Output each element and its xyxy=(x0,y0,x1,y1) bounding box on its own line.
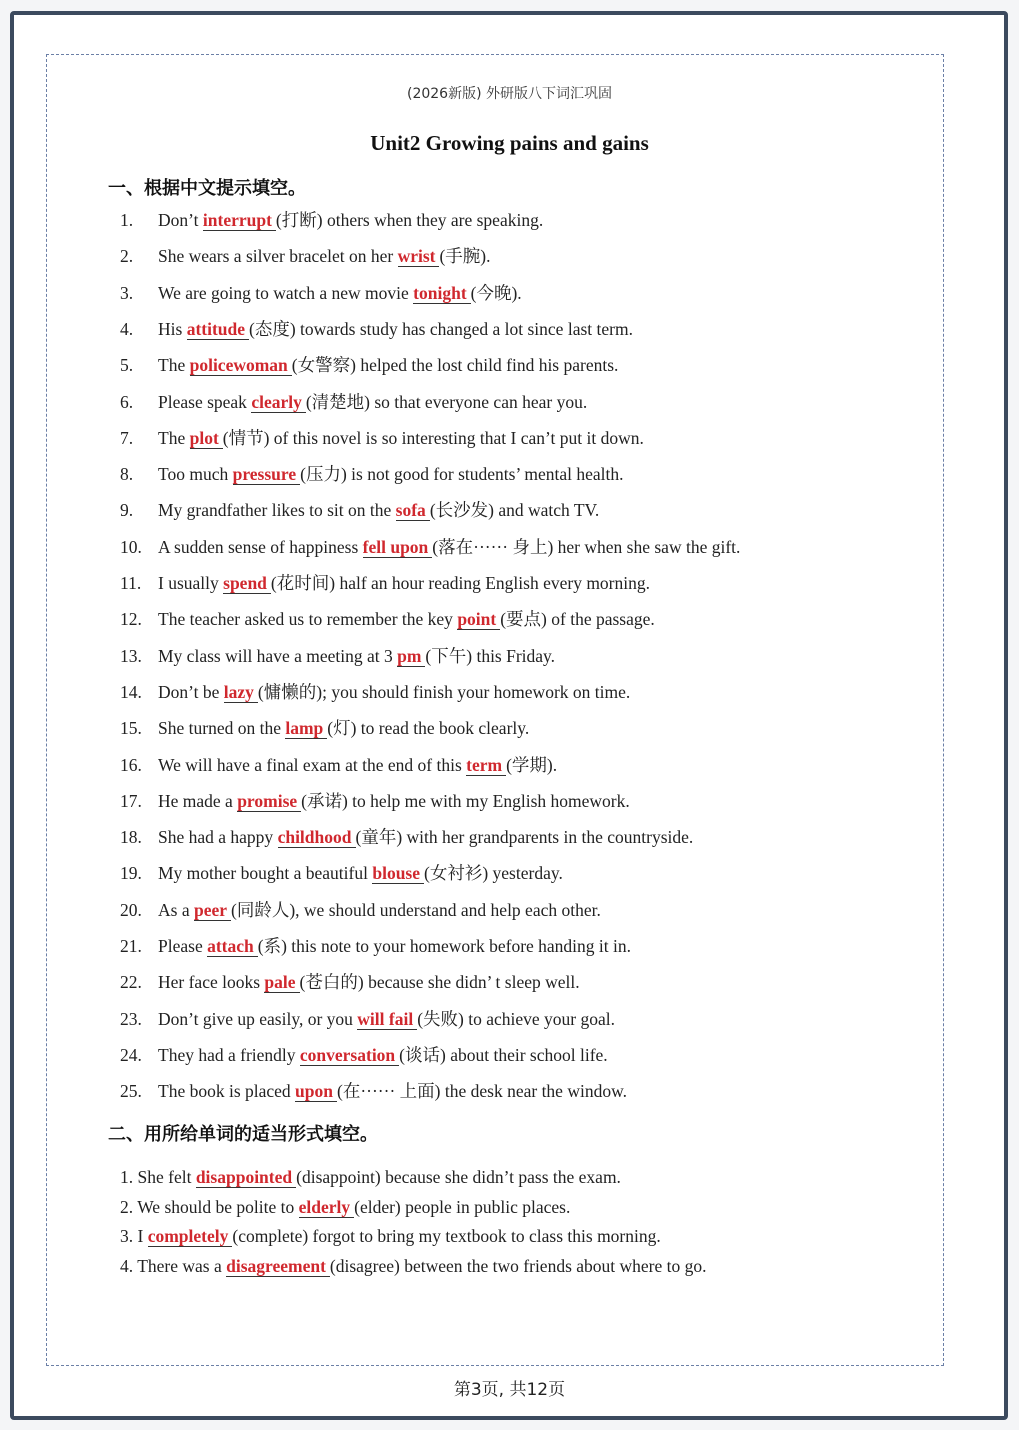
question-text-after: (慵懒的); you should finish your homework on time. xyxy=(257,681,631,702)
question-text-before: As a xyxy=(158,899,194,920)
question-row xyxy=(120,860,563,885)
question-text-before: He made a xyxy=(158,790,238,811)
question-text-before: The teacher asked us to remember the key xyxy=(158,609,458,630)
question-text-before: The xyxy=(158,427,190,448)
question-number: 8. xyxy=(120,464,134,485)
exercise-text-before: We should be polite to xyxy=(137,1196,299,1217)
question-row xyxy=(120,352,618,377)
answer-blank: will fail xyxy=(357,1009,417,1030)
question-text-before: She turned on the xyxy=(158,718,286,739)
question-number: 20. xyxy=(120,899,142,920)
question-text-after: (手腕). xyxy=(439,246,491,267)
exercise-text-before: There was a xyxy=(137,1255,227,1276)
question-row xyxy=(120,969,580,994)
answer-blank: attach xyxy=(207,936,258,957)
question-number: 14. xyxy=(120,681,142,702)
section2-heading: 二、用所给单词的适当形式填空。 xyxy=(108,1124,378,1145)
answer-blank: sofa xyxy=(396,500,430,521)
question-number: 10. xyxy=(120,536,142,557)
answer-blank: point xyxy=(457,609,500,630)
answer-blank: disagreement xyxy=(226,1256,330,1277)
question-text-before: I usually xyxy=(158,573,224,593)
question-number: 24. xyxy=(120,1044,142,1065)
question-text-before: His xyxy=(158,318,187,339)
question-row xyxy=(120,715,529,740)
question-number: 6. xyxy=(120,391,134,412)
question-text-after: (系) this note to your homework before handing it in. xyxy=(257,936,632,956)
answer-blank: conversation xyxy=(300,1045,399,1066)
question-text-after: (谈话) about their school life. xyxy=(399,1044,608,1065)
page-footer: 第3页, 共12页 xyxy=(453,1380,566,1400)
question-text-after: (打断) others when they are speaking. xyxy=(275,210,544,230)
answer-blank: term xyxy=(466,755,506,776)
exercise-text-after: (disappoint) because she didn’t pass the exam. xyxy=(296,1167,621,1187)
question-row xyxy=(120,280,522,305)
answer-blank: fell upon xyxy=(363,537,433,558)
question-row xyxy=(120,933,631,958)
question-text-after: (失败) to achieve your goal. xyxy=(417,1008,615,1029)
question-row xyxy=(120,461,624,486)
question-row xyxy=(120,570,650,595)
answer-blank: peer xyxy=(194,900,231,921)
question-text-after: (学期). xyxy=(506,754,558,775)
exercise-text-before: She felt xyxy=(137,1167,196,1187)
question-row xyxy=(120,1078,627,1103)
question-text-before: We are going to watch a new movie xyxy=(158,282,414,303)
question-text-before: The book is placed xyxy=(158,1081,296,1102)
question-row xyxy=(120,243,491,268)
question-number: 9. xyxy=(120,500,134,521)
exercise-text-before: I xyxy=(137,1226,148,1246)
question-row xyxy=(120,497,599,522)
question-number: 25. xyxy=(120,1081,142,1102)
question-row xyxy=(120,752,557,777)
question-text-after: (下午) this Friday. xyxy=(425,645,556,666)
question-text-before: She had a happy xyxy=(158,827,278,848)
section1-heading: 一、根据中文提示填空。 xyxy=(108,178,306,199)
exercise-text-after: (disagree) between the two friends about where to go. xyxy=(329,1255,707,1276)
question-number: 3. xyxy=(120,282,134,303)
question-number: 15. xyxy=(120,718,142,739)
exercise-row xyxy=(120,1167,621,1188)
answer-blank: lazy xyxy=(224,682,258,703)
exercise-number: 4. xyxy=(120,1255,134,1276)
exercise-text-after: (complete) forgot to bring my textbook to class this morning. xyxy=(232,1226,661,1246)
question-row xyxy=(120,207,543,232)
question-row xyxy=(120,897,601,922)
question-text-before: We will have a final exam at the end of this xyxy=(158,754,467,775)
question-text-before: They had a friendly xyxy=(158,1044,300,1065)
exercise-row xyxy=(120,1256,707,1277)
question-text-after: (承诺) to help me with my English homework. xyxy=(301,790,630,811)
question-text-before: Please speak xyxy=(158,391,252,412)
answer-blank: pm xyxy=(397,646,425,667)
exercise-number: 1. xyxy=(120,1167,134,1187)
question-number: 21. xyxy=(120,936,142,956)
answer-blank: lamp xyxy=(285,718,327,739)
question-row xyxy=(120,824,693,849)
question-number: 1. xyxy=(120,210,134,230)
question-text-after: (清楚地) so that everyone can hear you. xyxy=(305,391,588,412)
answer-blank: attitude xyxy=(187,319,249,340)
answer-blank: promise xyxy=(237,791,301,812)
question-number: 23. xyxy=(120,1008,142,1029)
question-text-after: (长沙发) and watch TV. xyxy=(429,500,600,521)
question-number: 13. xyxy=(120,645,142,666)
question-text-after: (压力) is not good for students’ mental health. xyxy=(300,464,624,485)
question-row xyxy=(120,316,633,341)
exercise-row xyxy=(120,1197,570,1218)
question-row xyxy=(120,1006,615,1031)
question-text-before: A sudden sense of happiness xyxy=(158,536,363,557)
question-text-after: (童年) with her grandparents in the countryside. xyxy=(355,827,694,848)
question-text-before: The xyxy=(158,355,190,376)
question-number: 18. xyxy=(120,827,142,848)
question-text-after: (情节) of this novel is so interesting that I can’t put it down. xyxy=(222,427,644,448)
question-text-before: Her face looks xyxy=(158,972,265,993)
answer-blank: tonight xyxy=(413,283,470,304)
question-row xyxy=(120,643,555,668)
page-header: (2026新版) 外研版八下词汇巩固 xyxy=(406,86,612,102)
question-row xyxy=(120,606,655,631)
question-text-before: She wears a silver bracelet on her xyxy=(158,246,398,267)
question-row xyxy=(120,425,644,450)
answer-blank: pressure xyxy=(233,464,301,485)
answer-blank: elderly xyxy=(299,1197,355,1218)
question-number: 12. xyxy=(120,609,142,630)
answer-blank: plot xyxy=(190,428,223,449)
answer-blank: interrupt xyxy=(203,210,276,231)
exercise-number: 3. xyxy=(120,1226,134,1246)
question-text-after: (花时间) half an hour reading English every morning. xyxy=(270,573,650,593)
question-number: 19. xyxy=(120,863,142,884)
question-text-after: (女衬衫) yesterday. xyxy=(424,863,563,884)
question-text-after: (同龄人), we should understand and help each other. xyxy=(231,899,601,920)
question-number: 5. xyxy=(120,355,134,376)
answer-blank: childhood xyxy=(278,827,356,848)
question-text-before: Please xyxy=(158,936,208,956)
question-row xyxy=(120,1042,608,1067)
question-text-before: Too much xyxy=(158,464,233,485)
question-number: 2. xyxy=(120,246,134,267)
answer-blank: completely xyxy=(148,1226,233,1247)
question-text-after: (态度) towards study has changed a lot since last term. xyxy=(249,318,633,339)
question-number: 17. xyxy=(120,790,142,811)
question-number: 4. xyxy=(120,318,134,339)
answer-blank: wrist xyxy=(398,246,440,267)
question-text-after: (在······ 上面) the desk near the window. xyxy=(337,1081,627,1102)
answer-blank: disappointed xyxy=(196,1167,296,1188)
answer-blank: clearly xyxy=(251,392,306,413)
question-text-after: (女警察) helped the lost child find his parents. xyxy=(291,355,619,376)
answer-blank: spend xyxy=(223,573,271,594)
answer-blank: pale xyxy=(264,972,299,993)
question-number: 16. xyxy=(120,754,142,775)
exercise-row xyxy=(120,1226,661,1247)
question-text-before: My class will have a meeting at 3 xyxy=(158,645,398,666)
question-text-after: (要点) of the passage. xyxy=(500,609,655,630)
answer-blank: policewoman xyxy=(190,355,292,376)
question-row xyxy=(120,389,587,414)
question-text-before: Don’t be xyxy=(158,681,224,702)
answer-blank: blouse xyxy=(372,863,424,884)
question-text-after: (灯) to read the book clearly. xyxy=(327,718,530,739)
question-text-after: (今晚). xyxy=(470,282,522,303)
question-text-before: My mother bought a beautiful xyxy=(158,863,373,884)
exercise-text-after: (elder) people in public places. xyxy=(354,1196,571,1217)
question-text-before: My grandfather likes to sit on the xyxy=(158,500,396,521)
question-row xyxy=(120,534,740,559)
exercise-number: 2. xyxy=(120,1196,134,1217)
question-row xyxy=(120,679,630,704)
page-title: Unit2 Growing pains and gains xyxy=(370,131,649,155)
question-text-after: (苍白的) because she didn’ t sleep well. xyxy=(299,972,580,993)
question-text-before: Don’t give up easily, or you xyxy=(158,1008,358,1029)
question-number: 7. xyxy=(120,427,134,448)
question-row xyxy=(120,788,630,813)
answer-blank: upon xyxy=(295,1081,337,1102)
question-number: 11. xyxy=(120,573,142,593)
question-text-after: (落在······ 身上) her when she saw the gift. xyxy=(432,536,741,557)
question-text-before: Don’t xyxy=(158,210,203,230)
question-number: 22. xyxy=(120,972,142,993)
